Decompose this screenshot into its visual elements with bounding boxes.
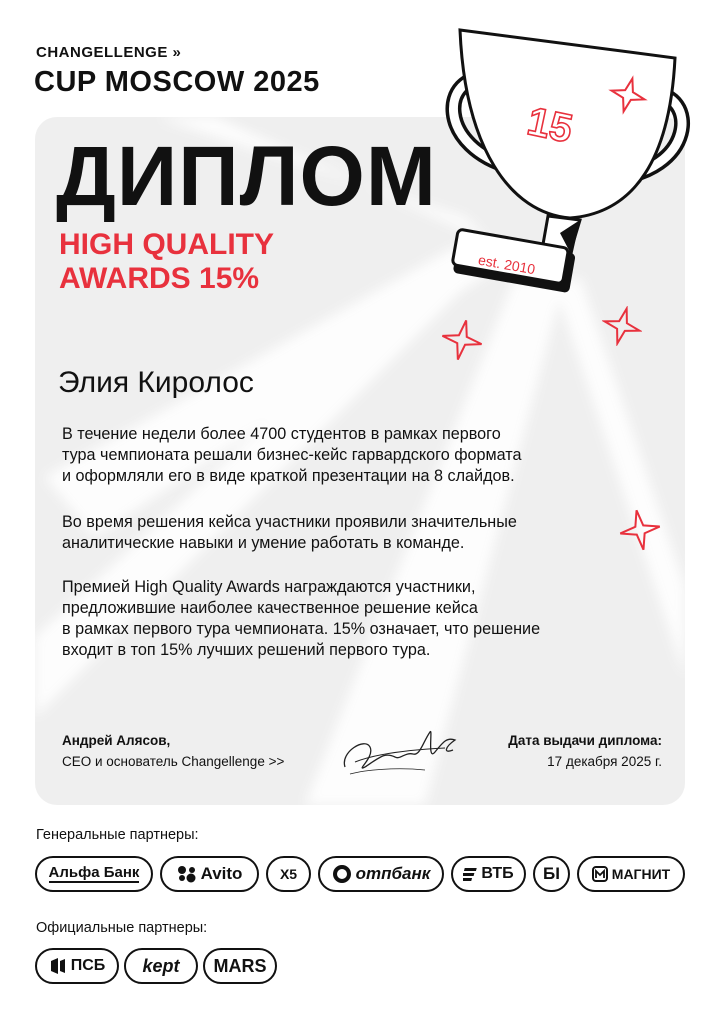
partner-logo-mars [203,948,277,984]
partner-logo-text: MARS [213,955,267,976]
paragraph-line: Во время решения кейса участники проявили значительные [62,513,517,531]
signer-name: Андрей Алясов, [62,733,171,748]
general-partners-label: Генеральные партнеры: [36,827,199,843]
partner-logo-text: отпбанк [355,864,431,883]
paragraph-line: тура чемпионата решали бизнес-кейс гарвардского формата [62,446,522,464]
partner-logo-otpbank [318,856,444,892]
partner-logo-text: Альфа Банк [48,864,140,881]
partner-logo-magnit [577,856,685,892]
otp-ring-icon [332,864,352,884]
award-title-line-2: AWARDS 15% [59,262,260,295]
signature-image [335,712,465,782]
trophy-number: 15 [523,99,577,152]
paragraph-line: Премией High Quality Awards награждаются участники, [62,578,476,596]
partner-logo-kept [124,948,198,984]
award-title-line-1: HIGH QUALITY [59,228,274,261]
partner-logo-alfabank [35,856,153,892]
diploma-title: ДИПЛОМ [56,129,437,223]
brand-logo: CHANGELLENGE » [36,44,182,61]
general-partners-logos [35,856,685,892]
paragraph-line: В течение недели более 4700 студентов в рамках первого [62,425,501,443]
partner-logo-bi [533,856,570,892]
official-partners-label: Официальные партнеры: [36,920,208,936]
psb-icon [49,957,67,975]
paragraph-3 [62,577,622,661]
partner-logo-psb [35,948,119,984]
magnit-icon [592,866,608,882]
paragraph-line: в рамках первого тура чемпионата. 15% означает, что решение [62,620,541,638]
paragraph-line: аналитические навыки и умение работать в команде. [62,534,465,552]
recipient-name: Элия Киролос [58,366,254,399]
sparkle-icon [602,306,642,346]
trophy-icon [420,18,710,318]
trophy-est: est. 2010 [476,251,537,278]
issue-date-label: Дата выдачи диплома: [508,733,662,748]
partner-logo-text: ВТБ [481,865,514,882]
official-partners-logos [35,948,277,984]
sparkle-icon [618,508,662,552]
partner-logo-text: БІ [543,864,560,883]
partner-logo-text: ПСБ [70,957,106,974]
paragraph-1 [62,424,622,487]
signer-role: CEO и основатель Changellenge >> [62,754,285,769]
paragraph-2 [62,512,622,554]
avito-dots-icon [177,865,197,883]
partner-logo-x5 [266,856,311,892]
issue-date-value: 17 декабря 2025 г. [547,754,662,769]
partner-logo-text: kept [142,955,180,976]
partner-logo-avito [160,856,259,892]
partner-logo-vtb [451,856,526,892]
partner-logo-text: МАГНИТ [611,866,671,882]
paragraph-line: входит в топ 15% лучших решений первого тура. [62,641,431,659]
paragraph-line: предложившие наиболее качественное решение кейса [62,599,478,617]
partner-logo-text: Avito [200,864,243,883]
paragraph-line: и оформляли его в виде краткой презентации на 8 слайдов. [62,467,515,485]
partner-logo-text: X5 [279,866,298,882]
sparkle-icon [440,318,484,362]
cup-title: CUP MOSCOW 2025 [34,66,320,98]
vtb-stripes-icon [463,867,477,881]
